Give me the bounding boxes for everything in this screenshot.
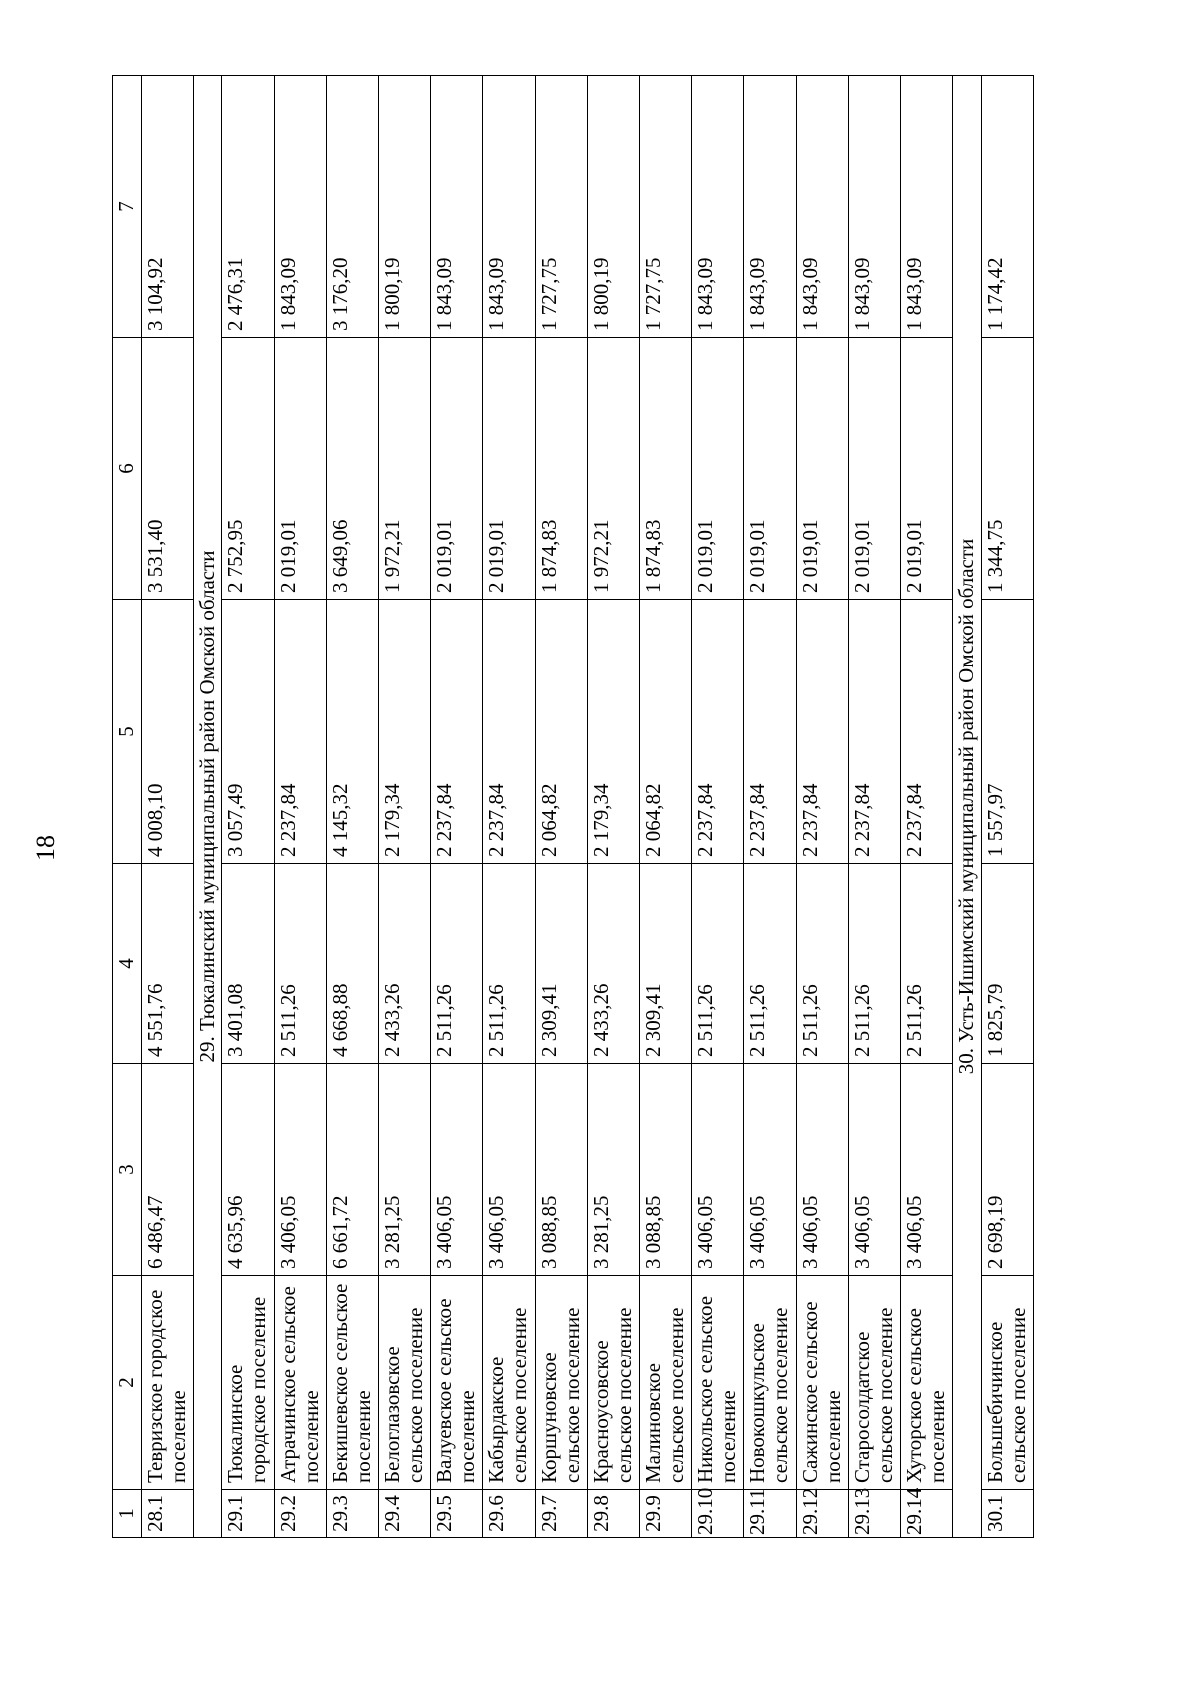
header-row [113,76,142,1538]
tariff-table [112,75,1034,1538]
value-cell: 3 406,05 [900,1064,952,1276]
tariff-table-rotated [112,76,1034,1538]
header-cell: 2 [113,1276,142,1490]
table-row [483,76,535,1538]
settlement-name: Старосолдатское сельское поселение [848,1276,900,1490]
page-number: 18 [31,835,60,861]
value-cell: 2 237,84 [483,600,535,864]
header-cell: 4 [113,864,142,1064]
value-cell: 2 019,01 [692,338,744,600]
value-cell: 2 019,01 [431,338,483,600]
settlement-name: Сажинское сельское поселение [796,1276,848,1490]
row-number: 29.13 [848,1490,900,1538]
value-cell: 2 237,84 [796,600,848,864]
row-number: 29.10 [692,1490,744,1538]
value-cell: 2 511,26 [692,864,744,1064]
value-cell: 2 179,34 [379,600,431,864]
row-number: 29.1 [222,1490,274,1538]
value-cell: 2 237,84 [692,600,744,864]
value-cell: 2 752,95 [222,338,274,600]
value-cell: 1 174,42 [981,76,1033,338]
value-cell: 3 088,85 [535,1064,587,1276]
value-cell: 2 237,84 [848,600,900,864]
header-cell: 3 [113,1064,142,1276]
value-cell: 1 843,09 [796,76,848,338]
value-cell: 4 008,10 [141,600,193,864]
row-number: 30.1 [981,1490,1033,1538]
value-cell: 1 843,09 [431,76,483,338]
settlement-name: Валуевское сельское поселение [431,1276,483,1490]
settlement-name: Бекишевское сельское поселение [326,1276,378,1490]
value-cell: 2 019,01 [483,338,535,600]
value-cell: 1 972,21 [587,338,639,600]
table-row [744,76,796,1538]
value-cell: 3 057,49 [222,600,274,864]
table-row [274,76,326,1538]
table-row [981,76,1033,1538]
settlement-name: Атрачинское сельское поселение [274,1276,326,1490]
header-cell: 5 [113,600,142,864]
value-cell: 1 843,09 [483,76,535,338]
value-cell: 2 179,34 [587,600,639,864]
value-cell: 2 698,19 [981,1064,1033,1276]
value-cell: 2 309,41 [639,864,691,1064]
value-cell: 3 281,25 [379,1064,431,1276]
value-cell: 2 237,84 [900,600,952,864]
settlement-name: Хуторское сельское поселение [900,1276,952,1490]
value-cell: 3 406,05 [483,1064,535,1276]
value-cell: 3 649,06 [326,338,378,600]
value-cell: 3 401,08 [222,864,274,1064]
table-row [141,76,193,1538]
section-row [193,76,222,1538]
row-number: 29.8 [587,1490,639,1538]
value-cell: 3 406,05 [744,1064,796,1276]
value-cell: 2 511,26 [796,864,848,1064]
value-cell: 3 088,85 [639,1064,691,1276]
value-cell: 1 874,83 [639,338,691,600]
section-title: 30. Усть-Ишимский муниципальный район Омской области [953,76,982,1538]
row-number: 29.4 [379,1490,431,1538]
value-cell: 1 843,09 [900,76,952,338]
value-cell: 1 727,75 [535,76,587,338]
value-cell: 2 511,26 [274,864,326,1064]
value-cell: 2 237,84 [274,600,326,864]
row-number: 29.6 [483,1490,535,1538]
table-body [113,76,1034,1538]
value-cell: 3 406,05 [274,1064,326,1276]
value-cell: 3 406,05 [796,1064,848,1276]
value-cell: 1 825,79 [981,864,1033,1064]
value-cell: 2 064,82 [639,600,691,864]
header-cell: 6 [113,338,142,600]
value-cell: 1 557,97 [981,600,1033,864]
value-cell: 2 064,82 [535,600,587,864]
value-cell: 2 237,84 [744,600,796,864]
row-number: 28.1 [141,1490,193,1538]
value-cell: 1 843,09 [744,76,796,338]
settlement-name: Красноусовское сельское поселение [587,1276,639,1490]
value-cell: 2 511,26 [483,864,535,1064]
settlement-name: Тюкалинское городское поселение [222,1276,274,1490]
value-cell: 6 486,47 [141,1064,193,1276]
value-cell: 2 019,01 [744,338,796,600]
value-cell: 2 019,01 [274,338,326,600]
value-cell: 2 433,26 [379,864,431,1064]
section-row [953,76,982,1538]
table-row [587,76,639,1538]
value-cell: 2 019,01 [796,338,848,600]
table-row [326,76,378,1538]
value-cell: 3 406,05 [431,1064,483,1276]
value-cell: 1 843,09 [692,76,744,338]
value-cell: 1 800,19 [587,76,639,338]
value-cell: 3 281,25 [587,1064,639,1276]
row-number: 29.11 [744,1490,796,1538]
value-cell: 2 511,26 [431,864,483,1064]
value-cell: 1 843,09 [274,76,326,338]
settlement-name: Кабырдакское сельское поселение [483,1276,535,1490]
value-cell: 1 727,75 [639,76,691,338]
value-cell: 2 476,31 [222,76,274,338]
value-cell: 4 668,88 [326,864,378,1064]
table-row [431,76,483,1538]
value-cell: 3 406,05 [848,1064,900,1276]
row-number: 29.9 [639,1490,691,1538]
row-number: 29.3 [326,1490,378,1538]
table-row [796,76,848,1538]
value-cell: 3 104,92 [141,76,193,338]
value-cell: 3 176,20 [326,76,378,338]
value-cell: 4 635,96 [222,1064,274,1276]
value-cell: 1 843,09 [848,76,900,338]
value-cell: 1 344,75 [981,338,1033,600]
settlement-name: Коршуновское сельское поселение [535,1276,587,1490]
value-cell: 2 433,26 [587,864,639,1064]
value-cell: 2 019,01 [848,338,900,600]
value-cell: 1 972,21 [379,338,431,600]
value-cell: 3 406,05 [692,1064,744,1276]
value-cell: 2 237,84 [431,600,483,864]
header-cell: 1 [113,1490,142,1538]
value-cell: 1 800,19 [379,76,431,338]
table-row [222,76,274,1538]
value-cell: 2 309,41 [535,864,587,1064]
value-cell: 1 874,83 [535,338,587,600]
settlement-name: Белоглазовское сельское поселение [379,1276,431,1490]
row-number: 29.12 [796,1490,848,1538]
value-cell: 2 019,01 [900,338,952,600]
value-cell: 2 511,26 [900,864,952,1064]
table-row [900,76,952,1538]
settlement-name: Тевризское городское поселение [141,1276,193,1490]
row-number: 29.7 [535,1490,587,1538]
settlement-name: Большебичинское сельское поселение [981,1276,1033,1490]
table-row [848,76,900,1538]
row-number: 29.5 [431,1490,483,1538]
section-title: 29. Тюкалинский муниципальный район Омской области [193,76,222,1538]
table-row [639,76,691,1538]
header-cell: 7 [113,76,142,338]
settlement-name: Новокошкульское сельское поселение [744,1276,796,1490]
table-row [692,76,744,1538]
settlement-name: Малиновское сельское поселение [639,1276,691,1490]
value-cell: 4 551,76 [141,864,193,1064]
value-cell: 3 531,40 [141,338,193,600]
row-number: 29.14 [900,1490,952,1538]
row-number: 29.2 [274,1490,326,1538]
value-cell: 2 511,26 [848,864,900,1064]
settlement-name: Никольское сельское поселение [692,1276,744,1490]
table-row [379,76,431,1538]
value-cell: 2 511,26 [744,864,796,1064]
table-row [535,76,587,1538]
value-cell: 4 145,32 [326,600,378,864]
value-cell: 6 661,72 [326,1064,378,1276]
